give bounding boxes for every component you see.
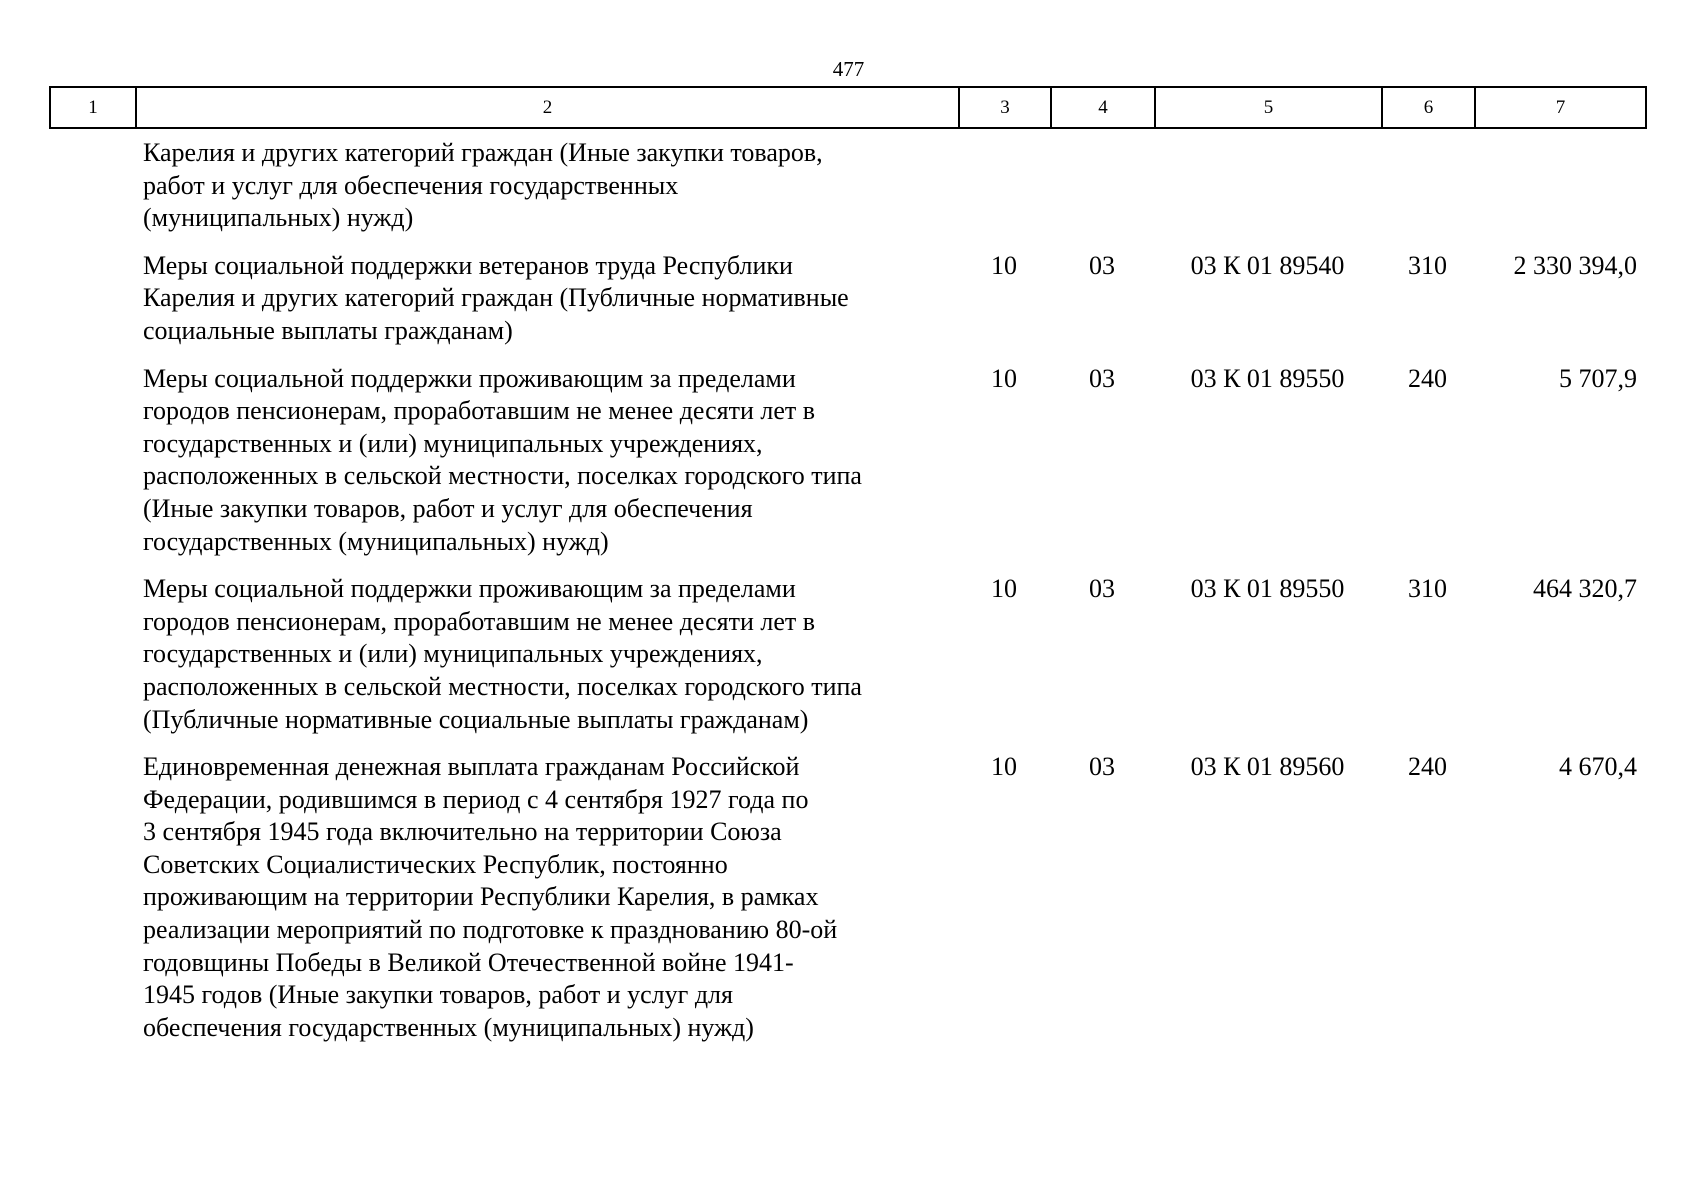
row-description (135, 363, 958, 559)
header-col-5: 5 (1155, 87, 1382, 128)
description-line: обеспечения государственных (муниципальных) нужд) (143, 1012, 754, 1042)
header-col-2: 2 (136, 87, 959, 128)
expense-type-code: 310 (1408, 574, 1447, 604)
header-col-1: 1 (50, 87, 136, 128)
description-line: расположенных в сельской местности, поселках городского типа (143, 671, 862, 701)
target-article-code: 03 К 01 89560 (1190, 752, 1345, 782)
description-line: государственных (муниципальных) нужд) (143, 526, 609, 556)
section-code: 10 (991, 363, 1017, 393)
description-line: 3 сентября 1945 года включительно на территории Союза (143, 817, 782, 847)
table-row (49, 751, 1645, 1044)
subsection-code: 03 (1089, 363, 1115, 393)
row-description (135, 250, 958, 348)
section-code: 10 (991, 752, 1017, 782)
subsection-code: 03 (1089, 574, 1115, 604)
table-row (49, 250, 1645, 348)
amount: 4 670,4 (1559, 752, 1637, 782)
description-line: годовщины Победы в Великой Отечественной войне 1941- (143, 947, 794, 977)
row-description (135, 137, 958, 235)
description-line: Советских Социалистических Республик, постоянно (143, 849, 728, 879)
expense-type-code: 310 (1408, 250, 1447, 280)
description-line: Меры социальной поддержки проживающим за пределами (143, 363, 796, 393)
section-code: 10 (991, 250, 1017, 280)
description-line: Единовременная денежная выплата гражданам Российской (143, 752, 800, 782)
section-code: 10 (991, 574, 1017, 604)
description-line: социальные выплаты гражданам) (143, 315, 513, 345)
target-article-code: 03 К 01 89540 (1190, 250, 1345, 280)
table-row (49, 137, 1645, 235)
description-line: городов пенсионерам, проработавшим не менее десяти лет в (143, 396, 816, 426)
row-description (135, 751, 958, 1044)
table-row (49, 363, 1645, 559)
target-article-code: 03 К 01 89550 (1190, 574, 1345, 604)
description-line: Федерации, родившимся в период с 4 сентября 1927 года по (143, 784, 809, 814)
table-row (49, 573, 1645, 736)
description-line: (Публичные нормативные социальные выплаты гражданам) (143, 704, 809, 734)
amount: 5 707,9 (1559, 363, 1637, 393)
header-col-7: 7 (1475, 87, 1646, 128)
table-body (49, 137, 1645, 1059)
subsection-code: 03 (1089, 752, 1115, 782)
description-line: работ и услуг для обеспечения государственных (143, 170, 679, 200)
header-col-6: 6 (1382, 87, 1475, 128)
expense-type-code: 240 (1408, 363, 1447, 393)
description-line: расположенных в сельской местности, поселках городского типа (143, 461, 862, 491)
description-line: проживающим на территории Республики Карелия, в рамках (143, 882, 819, 912)
amount: 464 320,7 (1533, 574, 1637, 604)
description-line: городов пенсионерам, проработавшим не менее десяти лет в (143, 606, 816, 636)
column-number-header (49, 86, 1647, 129)
description-line: Карелия и других категорий граждан (Иные закупки товаров, (143, 138, 823, 167)
row-description (135, 573, 958, 736)
description-line: Меры социальной поддержки ветеранов труда Республики (143, 250, 793, 280)
target-article-code: 03 К 01 89550 (1190, 363, 1345, 393)
description-line: государственных и (или) муниципальных учреждениях, (143, 428, 763, 458)
subsection-code: 03 (1089, 250, 1115, 280)
header-row (50, 87, 1646, 128)
page-number: 477 (832, 57, 865, 81)
expense-type-code: 240 (1408, 752, 1447, 782)
header-col-4: 4 (1051, 87, 1155, 128)
description-line: 1945 годов (Иные закупки товаров, работ и услуг для (143, 980, 733, 1010)
header-col-3: 3 (959, 87, 1051, 128)
description-line: Меры социальной поддержки проживающим за пределами (143, 574, 796, 604)
description-line: (Иные закупки товаров, работ и услуг для обеспечения (143, 493, 753, 523)
description-line: реализации мероприятий по подготовке к празднованию 80-ой (143, 915, 838, 945)
description-line: государственных и (или) муниципальных учреждениях, (143, 639, 763, 669)
description-line: (муниципальных) нужд) (143, 203, 414, 233)
amount: 2 330 394,0 (1513, 250, 1637, 280)
description-line: Карелия и других категорий граждан (Публичные нормативные (143, 283, 849, 313)
